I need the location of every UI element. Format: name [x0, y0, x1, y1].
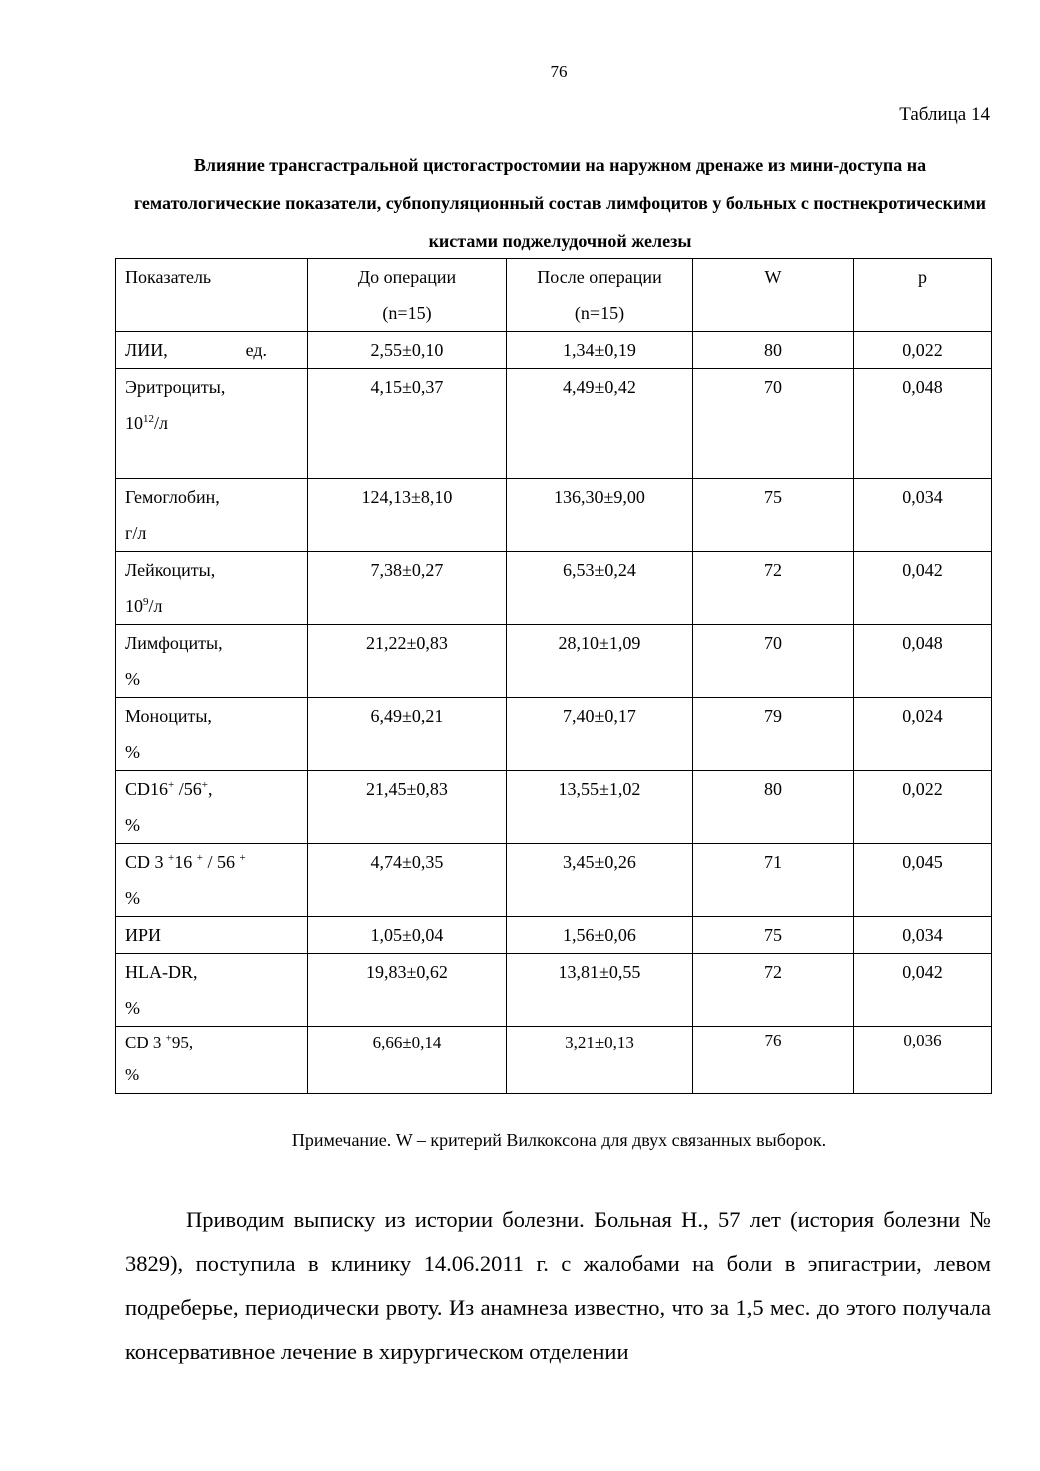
value-before: 1,05±0,04: [308, 917, 507, 954]
header-w: [693, 259, 854, 332]
indicator-unit: %: [125, 669, 140, 689]
header-w-label: W: [764, 267, 782, 287]
row-indicator: [116, 332, 308, 369]
table-row: [116, 954, 992, 1027]
value-p: 0,048: [854, 625, 992, 698]
indicator-unit: %: [125, 742, 140, 762]
header-before-line2: (n=15): [382, 303, 432, 323]
value-before: 19,83±0,62: [308, 954, 507, 1027]
value-w: 75: [693, 917, 854, 954]
table-row: [116, 1027, 992, 1094]
indicator-name: Моноциты,: [125, 706, 212, 726]
indicator-name: Гемоглобин,: [125, 487, 220, 507]
value-after: 3,45±0,26: [507, 844, 693, 917]
table-row: [116, 369, 992, 479]
indicator-name: Эритроциты,: [125, 377, 226, 397]
table-row: [116, 552, 992, 625]
table-label: Таблица 14: [899, 104, 990, 125]
value-w: 70: [693, 625, 854, 698]
row-indicator: [116, 844, 308, 917]
table-note: Примечание. W – критерий Вилкоксона для двух связанных выборок.: [291, 1130, 827, 1150]
indicator-name: ЛИИ,: [125, 340, 168, 360]
indicator-name: CD 3 +95,: [125, 1032, 194, 1052]
value-after: 28,10±1,09: [507, 625, 693, 698]
indicator-name: Лейкоциты,: [125, 560, 216, 580]
results-table: [115, 258, 992, 1094]
value-w: 75: [693, 479, 854, 552]
table-row: [116, 771, 992, 844]
page-number: 76: [550, 62, 568, 81]
value-p: 0,036: [854, 1027, 992, 1094]
value-before: 124,13±8,10: [308, 479, 507, 552]
header-indicator-label: Показатель: [125, 267, 212, 287]
indicator-unit: $10^9/л$: [125, 596, 163, 616]
value-before: 21,45±0,83: [308, 771, 507, 844]
table-row: [116, 479, 992, 552]
table-row: [116, 625, 992, 698]
value-after: 13,55±1,02: [507, 771, 693, 844]
header-indicator: [116, 259, 308, 332]
value-w: 79: [693, 698, 854, 771]
indicator-unit: %: [125, 815, 140, 835]
body-text: [125, 1198, 991, 1374]
table-row: [116, 917, 992, 954]
indicator-name: Лимфоциты,: [125, 633, 223, 653]
value-before: 21,22±0,83: [308, 625, 507, 698]
value-p: 0,024: [854, 698, 992, 771]
value-w: 71: [693, 844, 854, 917]
indicator-name: CD 3 +16 + / 56 +: [125, 852, 246, 872]
table-caption: Влияние трансгастральной цистогастростомии на наружном дренаже из мини-доступа на гематологические показатели, субпопуляционный состав лимфоцитов у больных с постнекротическими кистами поджелудочной железы: [133, 155, 987, 251]
indicator-unit: %: [125, 998, 140, 1018]
header-p: [854, 259, 992, 332]
row-indicator: [116, 698, 308, 771]
value-p: 0,022: [854, 771, 992, 844]
indicator-unit: %: [125, 1065, 140, 1084]
value-w: 80: [693, 771, 854, 844]
value-before: 6,49±0,21: [308, 698, 507, 771]
value-w: 80: [693, 332, 854, 369]
value-after: 1,56±0,06: [507, 917, 693, 954]
table-row: [116, 698, 992, 771]
row-indicator: [116, 954, 308, 1027]
table-row: [116, 332, 992, 369]
indicator-unit: ед.: [245, 340, 267, 360]
header-before: [308, 259, 507, 332]
row-indicator: [116, 1027, 308, 1094]
value-before: 4,15±0,37: [308, 369, 507, 479]
header-before-line1: До операции: [357, 267, 457, 287]
indicator-unit: г/л: [125, 523, 147, 543]
row-indicator: [116, 479, 308, 552]
row-indicator: [116, 917, 308, 954]
value-after: 3,21±0,13: [507, 1027, 693, 1094]
value-p: 0,034: [854, 479, 992, 552]
value-after: 1,34±0,19: [507, 332, 693, 369]
body-paragraph: Приводим выписку из истории болезни. Больная Н., 57 лет (история болезни № 3829), поступила в клинику 14.06.2011 г. с жалобами на боли в эпигастрии, левом подреберье, периодически рвоту. Из анамнеза известно, что за 1,5 мес. до этого получала консервативное лечение в хирургическом отделении: [125, 1207, 991, 1364]
header-after-line2: (n=15): [574, 303, 625, 323]
header-after: [507, 259, 693, 332]
header-after-line1: После операции: [537, 267, 662, 287]
value-after: 7,40±0,17: [507, 698, 693, 771]
indicator-name: CD16+ /56+,: [125, 779, 213, 799]
value-before: 4,74±0,35: [308, 844, 507, 917]
indicator-unit: $10^{12}/л$: [125, 413, 168, 433]
value-p: 0,045: [854, 844, 992, 917]
indicator-name: ИРИ: [125, 925, 162, 945]
row-indicator: [116, 552, 308, 625]
indicator-name: HLA-DR,: [125, 962, 198, 982]
indicator-unit: %: [125, 888, 140, 908]
value-p: 0,048: [854, 369, 992, 479]
value-w: 70: [693, 369, 854, 479]
value-p: 0,042: [854, 954, 992, 1027]
value-after: 136,30±9,00: [507, 479, 693, 552]
table-header-row: [116, 259, 992, 332]
value-after: 4,49±0,42: [507, 369, 693, 479]
row-indicator: [116, 369, 308, 479]
header-p-label: p: [918, 267, 927, 287]
value-p: 0,034: [854, 917, 992, 954]
value-w: 72: [693, 552, 854, 625]
value-w: 76: [693, 1027, 854, 1094]
value-p: 0,022: [854, 332, 992, 369]
table-row: [116, 844, 992, 917]
row-indicator: [116, 771, 308, 844]
value-after: 6,53±0,24: [507, 552, 693, 625]
value-after: 13,81±0,55: [507, 954, 693, 1027]
value-before: 7,38±0,27: [308, 552, 507, 625]
row-indicator: [116, 625, 308, 698]
value-before: 6,66±0,14: [308, 1027, 507, 1094]
value-before: 2,55±0,10: [308, 332, 507, 369]
value-p: 0,042: [854, 552, 992, 625]
value-w: 72: [693, 954, 854, 1027]
